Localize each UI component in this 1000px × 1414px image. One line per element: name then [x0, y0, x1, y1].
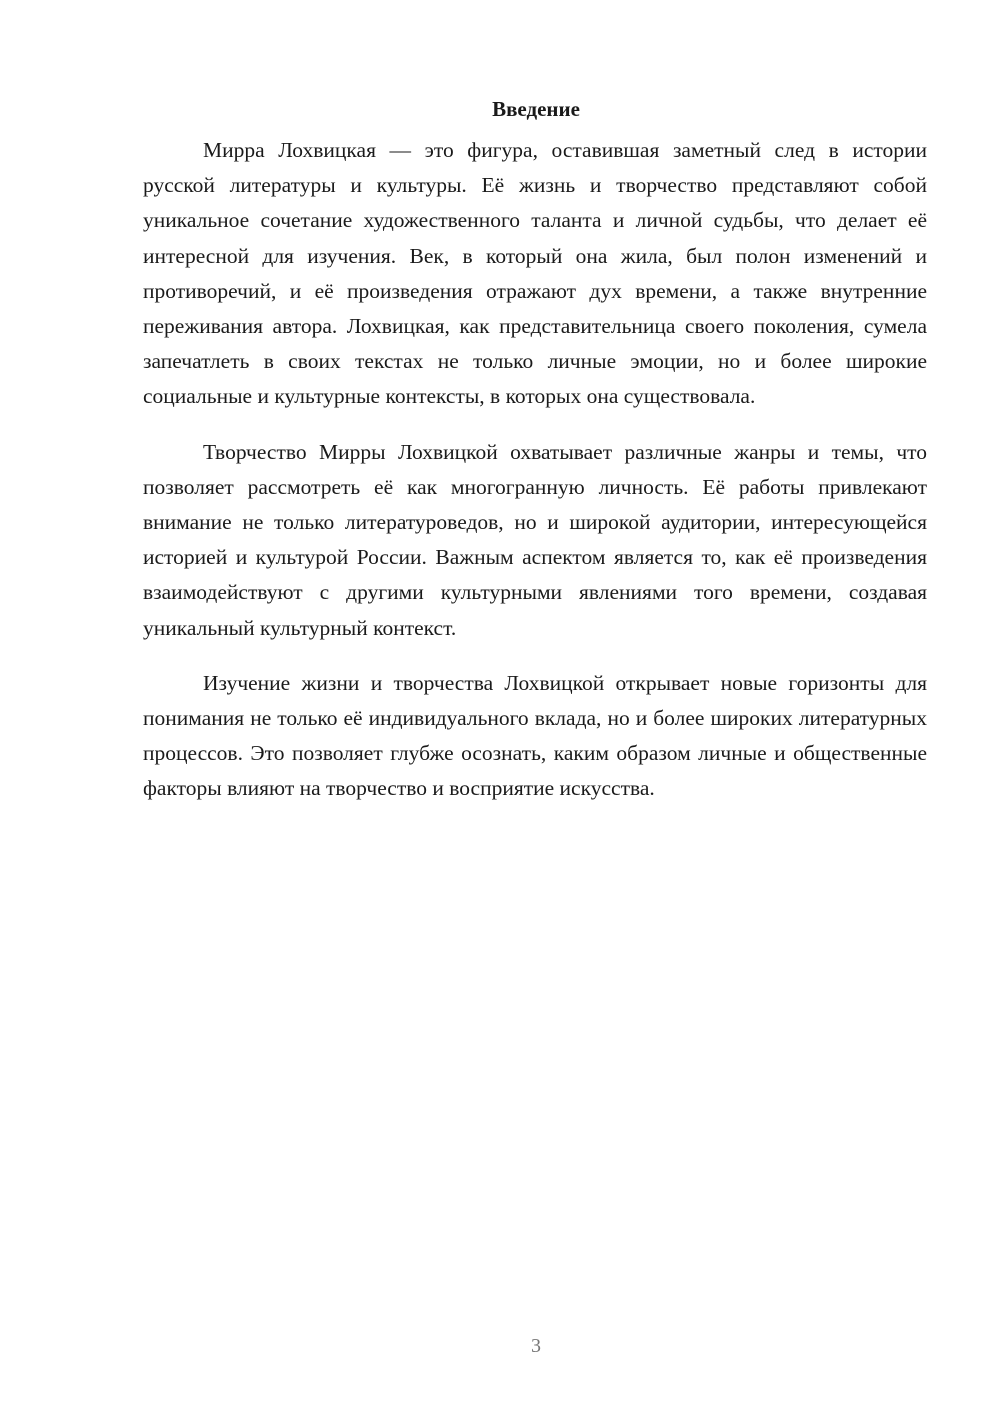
paragraph-1: Мирра Лохвицкая — это фигура, оставившая заметный след в истории русской литературы и культуры. Её жизнь и творчество представляют собой уникальное сочетание художественного таланта и личной судьбы, что делает её интересной для изучения. Век, в который она жила, был полон изменений и противоречий, и её произведения отражают дух времени, а также внутренние переживания автора. Лохвицкая, как представительница своего поколения, сумела запечатлеть в своих текстах не только личные эмоции, но и более широкие социальные и культурные контексты, в которых она существовала.	[143, 138, 927, 409]
section-heading: Введение	[492, 97, 580, 121]
page-content	[143, 92, 927, 827]
paragraph-2: Творчество Мирры Лохвицкой охватывает различные жанры и темы, что позволяет рассмотреть её как многогранную личность. Её работы привлекают внимание не только литературоведов, но и широкой аудитории, интересующейся историей и культурой России. Важным аспектом является то, как её произведения взаимодействуют с другими культурными явлениями того времени, создавая уникальный культурный контекст.	[143, 439, 927, 640]
page-number: 3	[531, 1335, 541, 1357]
paragraph-3: Изучение жизни и творчества Лохвицкой открывает новые горизонты для понимания не только её индивидуального вклада, но и более широких литературных процессов. Это позволяет глубже осознать, каким образом личные и общественные факторы влияют на творчество и восприятие искусства.	[143, 670, 927, 801]
